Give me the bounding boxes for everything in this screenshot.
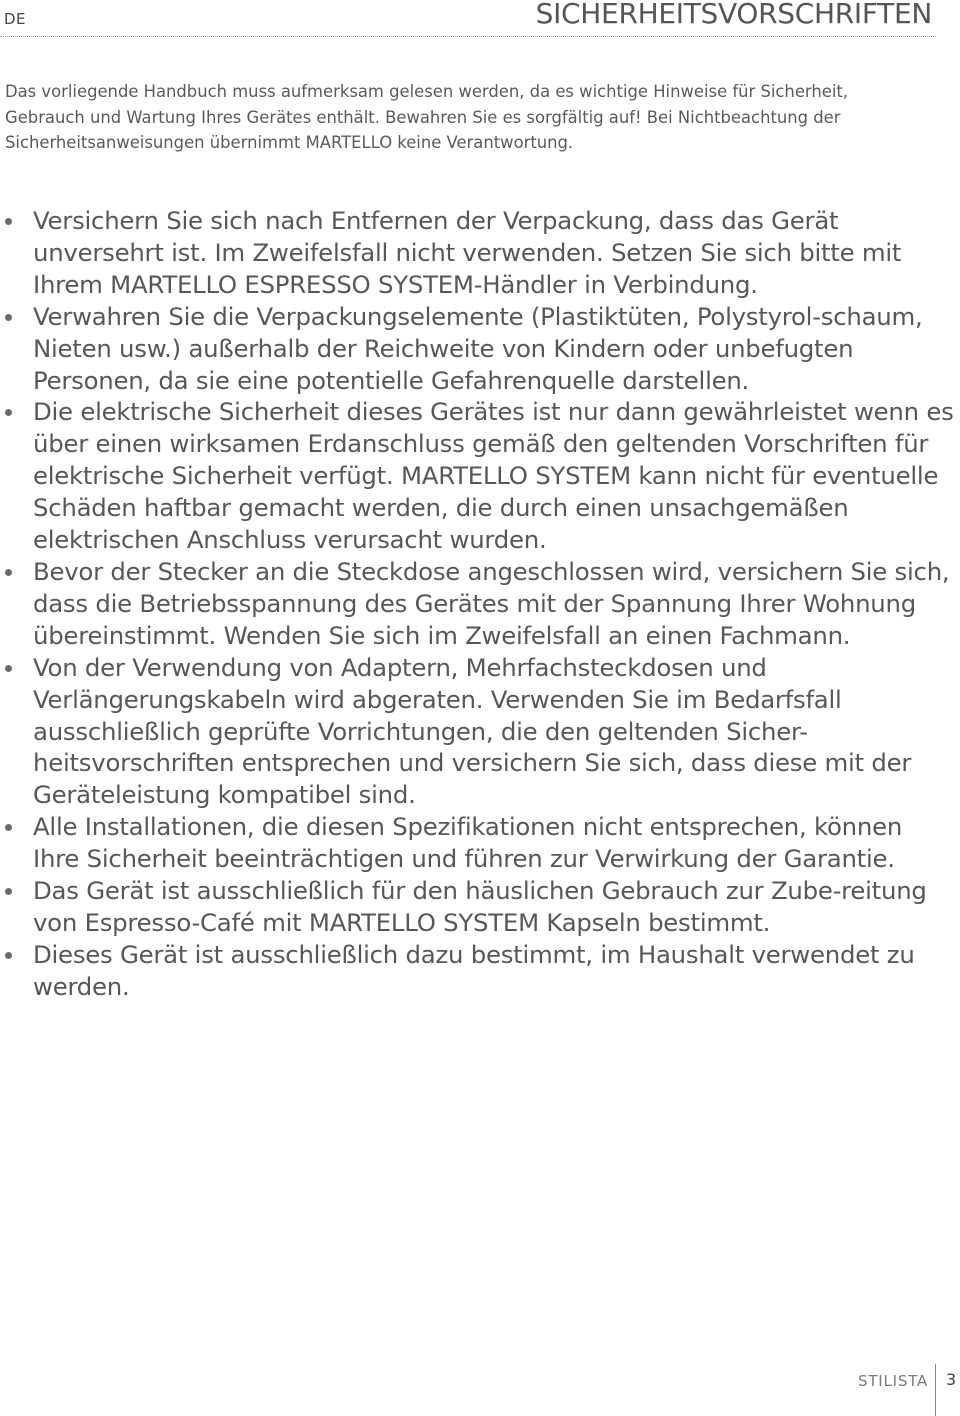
bullet-icon <box>5 824 12 831</box>
list-item-text: Alle Installationen, die diesen Spezifikationen nicht entsprechen, können Ihre Sicherheit beeinträchtigen und führen zur Verwirkung der Garantie. <box>33 812 903 874</box>
list-item <box>0 811 955 875</box>
bullet-icon <box>5 218 12 225</box>
bullet-icon <box>5 952 12 959</box>
page-header <box>0 0 936 37</box>
list-item-text: Dieses Gerät ist ausschließlich dazu bestimmt, im Haushalt verwendet zu werden. <box>33 939 915 1001</box>
list-item <box>0 939 955 1003</box>
list-item <box>0 396 955 556</box>
page-number: 3 <box>946 1370 957 1389</box>
list-item <box>0 205 955 301</box>
bullet-icon <box>5 665 12 672</box>
page-title: SICHERHEITSVORSCHRIFTEN <box>535 0 932 30</box>
footer-brand: STILISTA <box>858 1372 929 1390</box>
bullet-icon <box>5 888 12 895</box>
bullet-icon <box>5 409 12 416</box>
list-item-text: Versichern Sie sich nach Entfernen der Verpackung, dass das Gerät unversehrt ist. Im Zweifelsfall nicht verwenden. Setzen Sie sich bitte mit Ihrem MARTELLO ESPRESSO SYSTEM-Händler in Verbindung. <box>33 206 902 299</box>
list-item-text: Verwahren Sie die Verpackungselemente (Plastiktüten, Polystyrol-schaum, Nieten usw.) außerhalb der Reichweite von Kindern oder unbefugten Personen, da sie eine potentielle Gefahrenquelle darstellen. <box>33 301 923 395</box>
list-item <box>0 875 955 939</box>
intro-paragraph: Das vorliegende Handbuch muss aufmerksam gelesen werden, da es wichtige Hinweise für Sicherheit, Gebrauch und Wartung Ihres Gerätes enthält. Bewahren Sie es sorgfältig auf! Bei Nichtbeachtung der Sicherheitsanweisungen übernimmt MARTELLO keine Verantwortung. <box>5 82 849 152</box>
list-item-text: Das Gerät ist ausschließlich für den häuslichen Gebrauch zur Zube-reitung von Espresso-Café mit MARTELLO SYSTEM Kapseln bestimmt. <box>33 876 927 937</box>
list-item-text: Bevor der Stecker an die Steckdose angeschlossen wird, versichern Sie sich, dass die Betriebsspannung des Gerätes mit der Spannung Ihrer Wohnung übereinstimmt. Wenden Sie sich im Zweifelsfall an einen Fachmann. <box>33 556 950 650</box>
list-item-text: Die elektrische Sicherheit dieses Gerätes ist nur dann gewährleistet wenn es über einen wirksamen Erdanschluss gemäß den geltenden Vorschriften für elektrische Sicherheit verfügt. MARTELLO SYSTEM kann nicht für eventuelle Schäden haftbar gemacht werden, die durch einen unsachgemäßen elektrischen Anschluss verursacht wurden. <box>33 397 954 555</box>
bullet-icon <box>5 569 12 576</box>
language-label: DE <box>4 10 27 28</box>
list-item <box>0 301 955 397</box>
list-item-text: Von der Verwendung von Adaptern, Mehrfachsteckdosen und Verlängerungskabeln wird abgeraten. Verwenden Sie im Bedarfsfall ausschließlich geprüfte Vorrichtungen, die den geltenden Sicher-heitsvorschriften entsprechen und versichern Sie sich, dass diese mit der Geräteleistung kompatibel sind. <box>33 652 912 810</box>
safety-list <box>0 205 955 1003</box>
list-item <box>0 652 955 812</box>
list-item <box>0 556 955 652</box>
bullet-icon <box>5 314 12 321</box>
footer-divider <box>935 1364 936 1416</box>
